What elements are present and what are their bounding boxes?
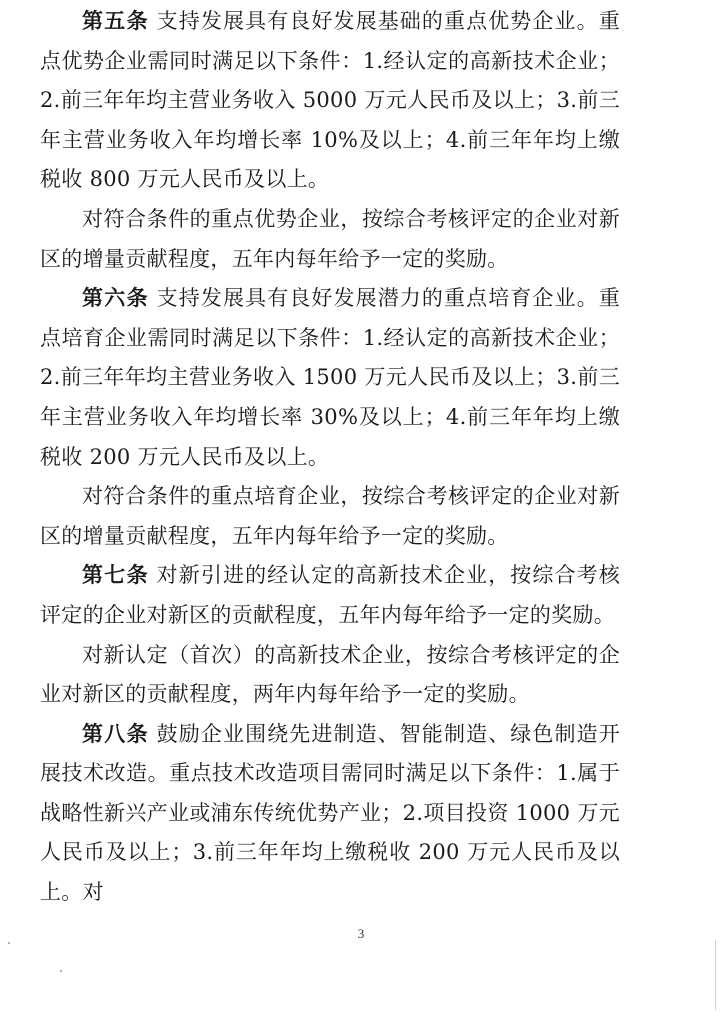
article-6-heading: 第六条 — [82, 286, 149, 311]
scan-speck — [60, 970, 62, 972]
scan-edge-line — [715, 940, 716, 1010]
article-5-heading: 第五条 — [82, 9, 149, 33]
article-7-text: 对新引进的经认定的高新技术企业，按综合考核评定的企业对新区的贡献程度，五年内每年给予一定的奖励。 — [40, 563, 620, 627]
article-6-reward-paragraph — [40, 477, 620, 556]
article-7-heading: 第七条 — [82, 563, 149, 588]
article-6-reward-text: 对符合条件的重点培育企业，按综合考核评定的企业对新区的增量贡献程度，五年内每年给予一定的奖励。 — [40, 484, 620, 548]
page-number: 3 — [357, 926, 365, 941]
article-7-first-recognition-text: 对新认定（首次）的高新技术企业，按综合考核评定的企业对新区的贡献程度，两年内每年给予一定的奖励。 — [40, 642, 620, 707]
article-6-text: 支持发展具有良好发展潜力的重点培育企业。重点培育企业需同时满足以下条件：1.经认定的高新技术企业；2.前三年年均主营业务收入 1500 万元人民币及以上；3.前三年主营业务收入年均增长率 30%及以上；4.前三年年均上缴税收 200 万元人民币及以上。 — [40, 286, 620, 469]
article-5-reward-paragraph — [40, 200, 620, 279]
article-8-paragraph — [40, 715, 620, 913]
article-6-paragraph — [40, 279, 620, 477]
article-7-first-recognition-paragraph — [40, 636, 620, 715]
article-7-paragraph — [40, 556, 620, 635]
article-5-text: 支持发展具有良好发展基础的重点优势企业。重点优势企业需同时满足以下条件：1.经认定的高新技术企业；2.前三年年均主营业务收入 5000 万元人民币及以上；3.前三年主营业务收入年均增长率 10%及以上；4.前三年年均上缴税收 800 万元人民币及以上。 — [40, 9, 620, 192]
article-8-heading: 第八条 — [82, 721, 149, 746]
article-8-text: 鼓励企业围绕先进制造、智能制造、绿色制造开展技术改造。重点技术改造项目需同时满足以下条件：1.属于战略性新兴产业或浦东传统优势产业；2.项目投资 1000 万元人民币及以上；3.前三年年均上缴税收 200 万元人民币及以上。对 — [40, 721, 620, 905]
scan-speck — [8, 942, 10, 944]
article-5-reward-text: 对符合条件的重点优势企业，按综合考核评定的企业对新区的增量贡献程度，五年内每年给予一定的奖励。 — [40, 206, 620, 271]
article-5-paragraph — [40, 2, 620, 200]
document-body — [40, 2, 620, 913]
